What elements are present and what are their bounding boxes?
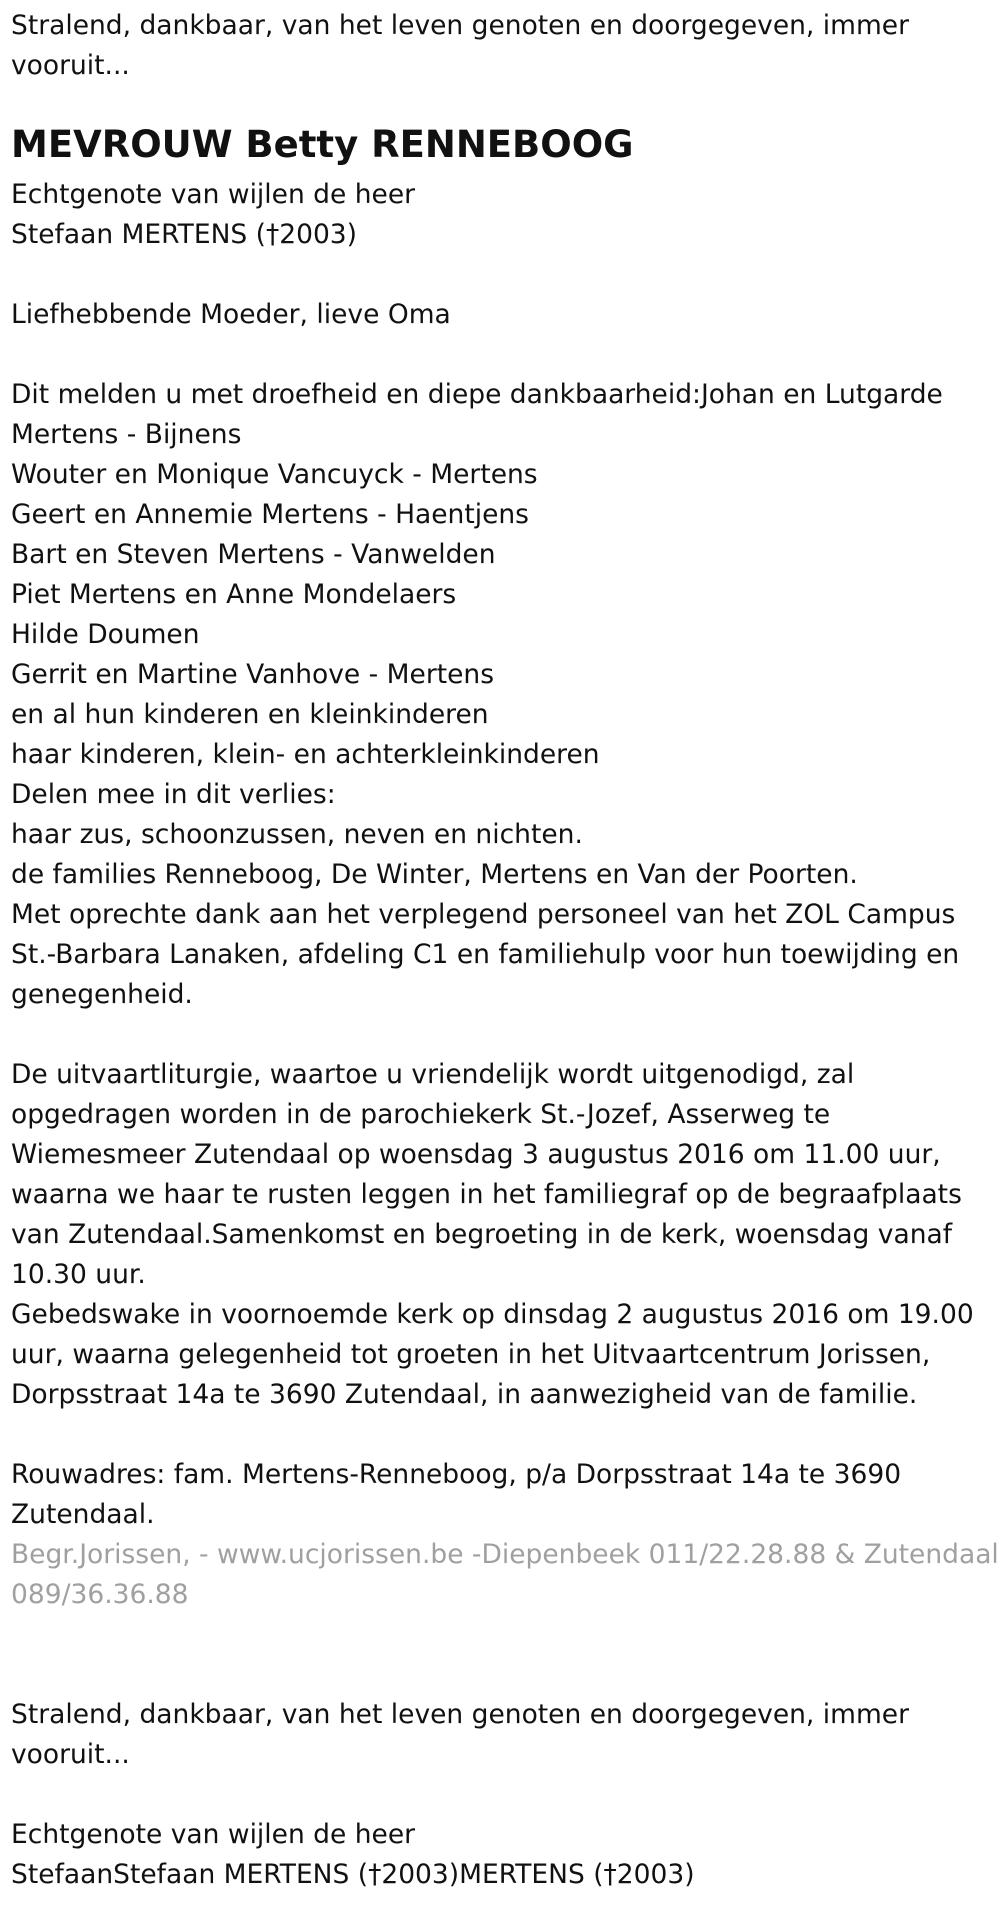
funeral-line: uur, waarna gelegenheid tot groeten in het Uitvaartcentrum Jorissen,: [11, 1339, 931, 1370]
family-line: Delen mee in dit verlies:: [11, 779, 336, 810]
deceased-role: Liefhebbende Moeder, lieve Oma: [11, 299, 451, 330]
family-line: Geert en Annemie Mertens - Haentjens: [11, 499, 529, 530]
family-line: Met oprechte dank aan het verplegend personeel van het ZOL Campus: [11, 899, 956, 930]
funeral-line: Dorpsstraat 14a te 3690 Zutendaal, in aanwezigheid van de familie.: [11, 1379, 918, 1410]
deceased-name: MEVROUW Betty RENNEBOOG: [11, 123, 634, 166]
undertaker-info: [11, 1535, 999, 1615]
funeral-line: waarna we haar te rusten leggen in het familiegraf op de begraafplaats: [11, 1179, 962, 1210]
family-line: haar kinderen, klein- en achterkleinkinderen: [11, 739, 600, 770]
spouse-line: Stefaan MERTENS (†2003): [11, 219, 358, 250]
funeral-line: Wiemesmeer Zutendaal op woensdag 3 augustus 2016 om 11.00 uur,: [11, 1139, 941, 1170]
family-line: haar zus, schoonzussen, neven en nichten.: [11, 819, 583, 850]
family-line: de families Renneboog, De Winter, Mertens en Van der Poorten.: [11, 859, 858, 890]
family-line: Bart en Steven Mertens - Vanwelden: [11, 539, 496, 570]
spouse-bottom-line: StefaanStefaan MERTENS (†2003)MERTENS (†2003): [11, 1859, 695, 1890]
intro-bottom-line: Stralend, dankbaar, van het leven genoten en doorgegeven, immer: [11, 1699, 909, 1730]
family-line: Wouter en Monique Vancuyck - Mertens: [11, 459, 538, 490]
funeral-line: De uitvaartliturgie, waartoe u vriendelijk wordt uitgenodigd, zal: [11, 1059, 855, 1090]
mourning-address: [11, 1455, 988, 1535]
funeral-details: [11, 1055, 988, 1415]
intro-quote-top: [11, 6, 988, 86]
spouse-bottom-line: Echtgenote van wijlen de heer: [11, 1819, 416, 1850]
intro-top-line: Stralend, dankbaar, van het leven genoten en doorgegeven, immer: [11, 10, 909, 41]
funeral-line: Gebedswake in voornoemde kerk op dinsdag 2 augustus 2016 om 19.00: [11, 1299, 974, 1330]
address-line: Zutendaal.: [11, 1499, 155, 1530]
spouse-info-bottom: [11, 1815, 988, 1895]
spouse-line: Echtgenote van wijlen de heer: [11, 179, 416, 210]
funeral-line: 10.30 uur.: [11, 1259, 146, 1290]
family-line: en al hun kinderen en kleinkinderen: [11, 699, 489, 730]
intro-quote-bottom: [11, 1695, 988, 1775]
spouse-info: [11, 175, 988, 255]
undertaker-line: 089/36.36.88: [11, 1579, 189, 1610]
family-list: [11, 375, 988, 1015]
family-line: Piet Mertens en Anne Mondelaers: [11, 579, 457, 610]
funeral-line: opgedragen worden in de parochiekerk St.-Jozef, Asserweg te: [11, 1099, 831, 1130]
intro-bottom-line: vooruit...: [11, 1739, 130, 1770]
family-line: genegenheid.: [11, 979, 193, 1010]
family-line: Hilde Doumen: [11, 619, 200, 650]
funeral-line: van Zutendaal.Samenkomst en begroeting in de kerk, woensdag vanaf: [11, 1219, 953, 1250]
undertaker-line: Begr.Jorissen, - www.ucjorissen.be -Diepenbeek 011/22.28.88 & Zutendaal: [11, 1539, 999, 1570]
family-line: Mertens - Bijnens: [11, 419, 242, 450]
family-line: Gerrit en Martine Vanhove - Mertens: [11, 659, 495, 690]
intro-top-line: vooruit...: [11, 50, 130, 81]
family-line: Dit melden u met droefheid en diepe dankbaarheid:Johan en Lutgarde: [11, 379, 943, 410]
address-line: Rouwadres: fam. Mertens-Renneboog, p/a Dorpsstraat 14a te 3690: [11, 1459, 902, 1490]
family-line: St.-Barbara Lanaken, afdeling C1 en familiehulp voor hun toewijding en: [11, 939, 960, 970]
